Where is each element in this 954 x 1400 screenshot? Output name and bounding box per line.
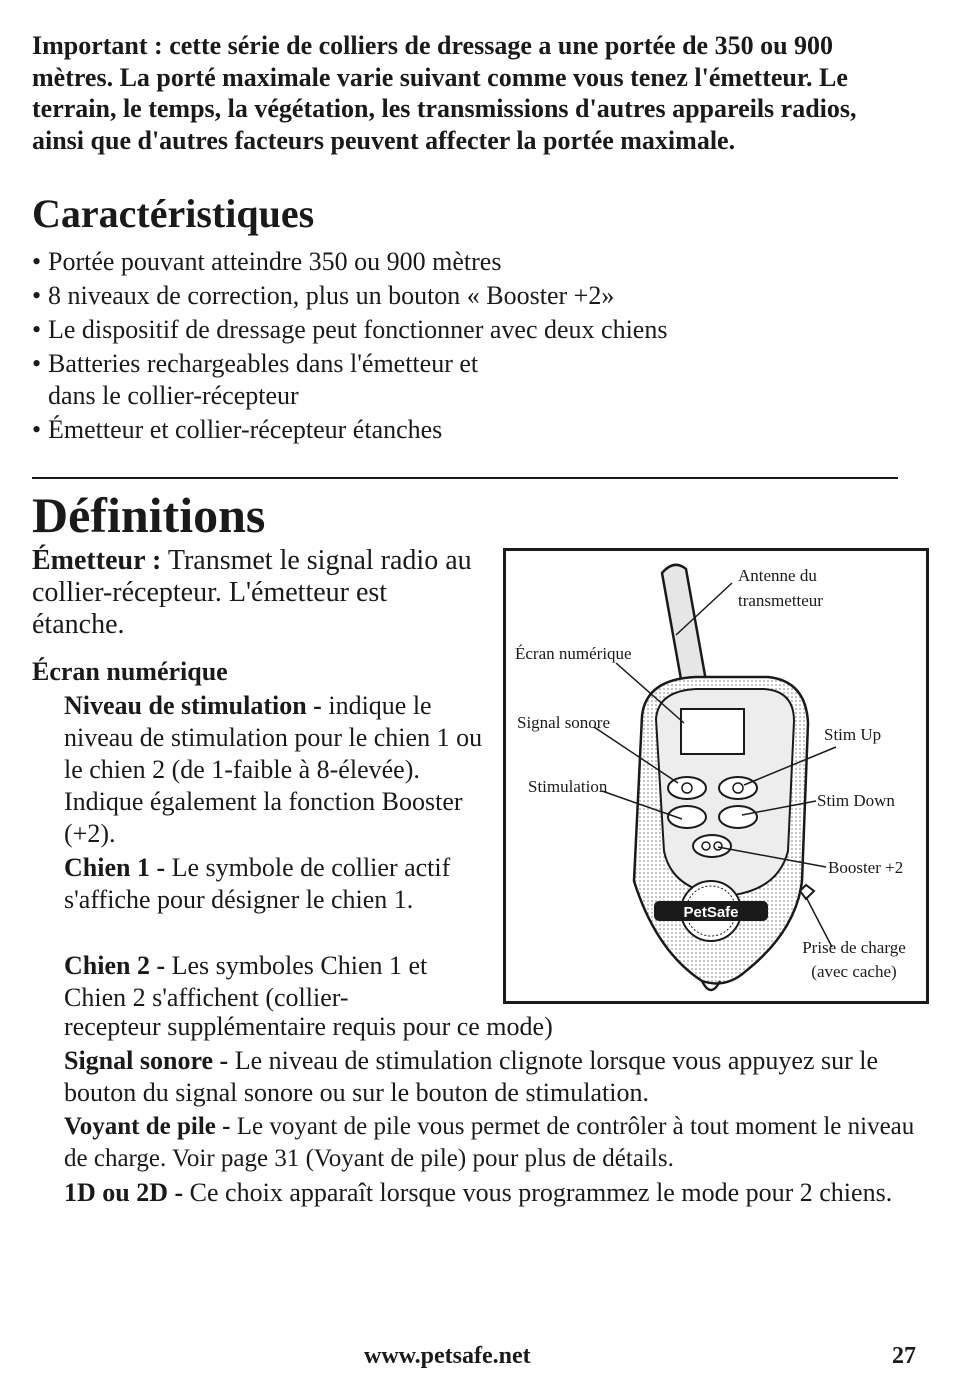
definitions-heading: Définitions bbox=[32, 487, 266, 543]
def-term: Signal sonore - bbox=[64, 1046, 229, 1075]
stim-button-icon bbox=[668, 806, 706, 828]
emetteur-term: Émetteur : bbox=[32, 545, 162, 576]
antenna-icon bbox=[662, 565, 706, 685]
section-divider bbox=[32, 477, 898, 479]
label-stim-down: Stim Down bbox=[817, 791, 895, 810]
def-desc: Le symbole de collier actif s'affiche pour désigner le chien 1. bbox=[64, 853, 451, 914]
booster-button-icon bbox=[693, 835, 731, 857]
def-signal bbox=[64, 1045, 934, 1109]
feature-item: • Le dispositif de dressage peut fonctionner avec deux chiens bbox=[32, 314, 667, 346]
def-desc: recepteur supplémentaire requis pour ce mode) bbox=[64, 1012, 553, 1041]
def-voyant bbox=[64, 1111, 934, 1175]
def-term: Niveau de stimulation - bbox=[64, 691, 322, 720]
def-desc: Le voyant de pile vous permet de contrôler à tout moment le niveau de charge. Voir page 31 (Voyant de pile) pour plus de détails. bbox=[64, 1113, 915, 1172]
label-booster: Booster +2 bbox=[828, 858, 904, 877]
label-stim-up: Stim Up bbox=[824, 725, 882, 744]
def-chien1 bbox=[64, 852, 464, 916]
def-desc: Le niveau de stimulation clignote lorsque vous appuyez sur le bouton du signal sonore ou sur le bouton de stimulation. bbox=[64, 1046, 879, 1107]
feature-item: • Portée pouvant atteindre 350 ou 900 mètres bbox=[32, 246, 667, 278]
label-stim: Stimulation bbox=[528, 777, 608, 796]
label-charge-1: Prise de charge bbox=[802, 938, 906, 957]
def-desc: Les symboles Chien 1 et Chien 2 s'affichent (collier- bbox=[64, 951, 428, 1012]
page-number: 27 bbox=[892, 1343, 916, 1369]
transmitter-diagram bbox=[503, 548, 929, 1004]
feature-item: • Batteries rechargeables dans l'émetteur et bbox=[32, 348, 667, 380]
lcd-screen-icon bbox=[681, 709, 744, 754]
def-term: Voyant de pile - bbox=[64, 1113, 231, 1140]
emetteur-definition bbox=[32, 545, 482, 641]
def-chien2-cont bbox=[64, 1011, 924, 1043]
ecran-heading: Écran numérique bbox=[32, 657, 228, 686]
stim-down-button-icon bbox=[719, 806, 757, 828]
label-screen: Écran numérique bbox=[515, 644, 632, 663]
label-charge-2: (avec cache) bbox=[811, 962, 897, 981]
features-list bbox=[32, 246, 667, 448]
label-antenna-2: transmetteur bbox=[738, 591, 823, 610]
label-signal: Signal sonore bbox=[517, 713, 611, 732]
def-chien2 bbox=[64, 950, 484, 1014]
def-desc: indique le niveau de stimulation pour le chien 1 ou le chien 2 (de 1-faible à 8-élevée). Indique également la fonction Booster (+2). bbox=[64, 691, 483, 848]
emetteur-desc: Transmet le signal radio au collier-récepteur. L'émetteur est étanche. bbox=[32, 545, 472, 640]
label-antenna-1: Antenne du bbox=[738, 566, 817, 585]
def-desc: Ce choix apparaît lorsque vous programmez le mode pour 2 chiens. bbox=[183, 1178, 893, 1207]
def-1d2d bbox=[64, 1177, 924, 1209]
petsafe-logo: PetSafe bbox=[683, 904, 739, 921]
def-term: Chien 2 - bbox=[64, 951, 166, 980]
footer-url: www.petsafe.net bbox=[364, 1343, 531, 1369]
def-term: 1D ou 2D - bbox=[64, 1178, 184, 1207]
def-niveau bbox=[64, 690, 484, 850]
features-heading: Caractéristiques bbox=[32, 191, 315, 236]
feature-item-continued: dans le collier-récepteur bbox=[48, 381, 299, 410]
important-notice: Important : cette série de colliers de dressage a une portée de 350 ou 900 mètres. La porté maximale varie suivant comme vous tenez l'émetteur. Le terrain, le temps, la végétation, les transmissions d'autres appareils radios, ainsi que d'autres facteurs peuvent affecter la portée maximale. bbox=[32, 31, 857, 155]
feature-item: • 8 niveaux de correction, plus un bouton « Booster +2» bbox=[32, 280, 667, 312]
stim-up-button-icon bbox=[719, 777, 757, 799]
feature-item: • Émetteur et collier-récepteur étanches bbox=[32, 414, 667, 446]
def-term: Chien 1 - bbox=[64, 853, 166, 882]
